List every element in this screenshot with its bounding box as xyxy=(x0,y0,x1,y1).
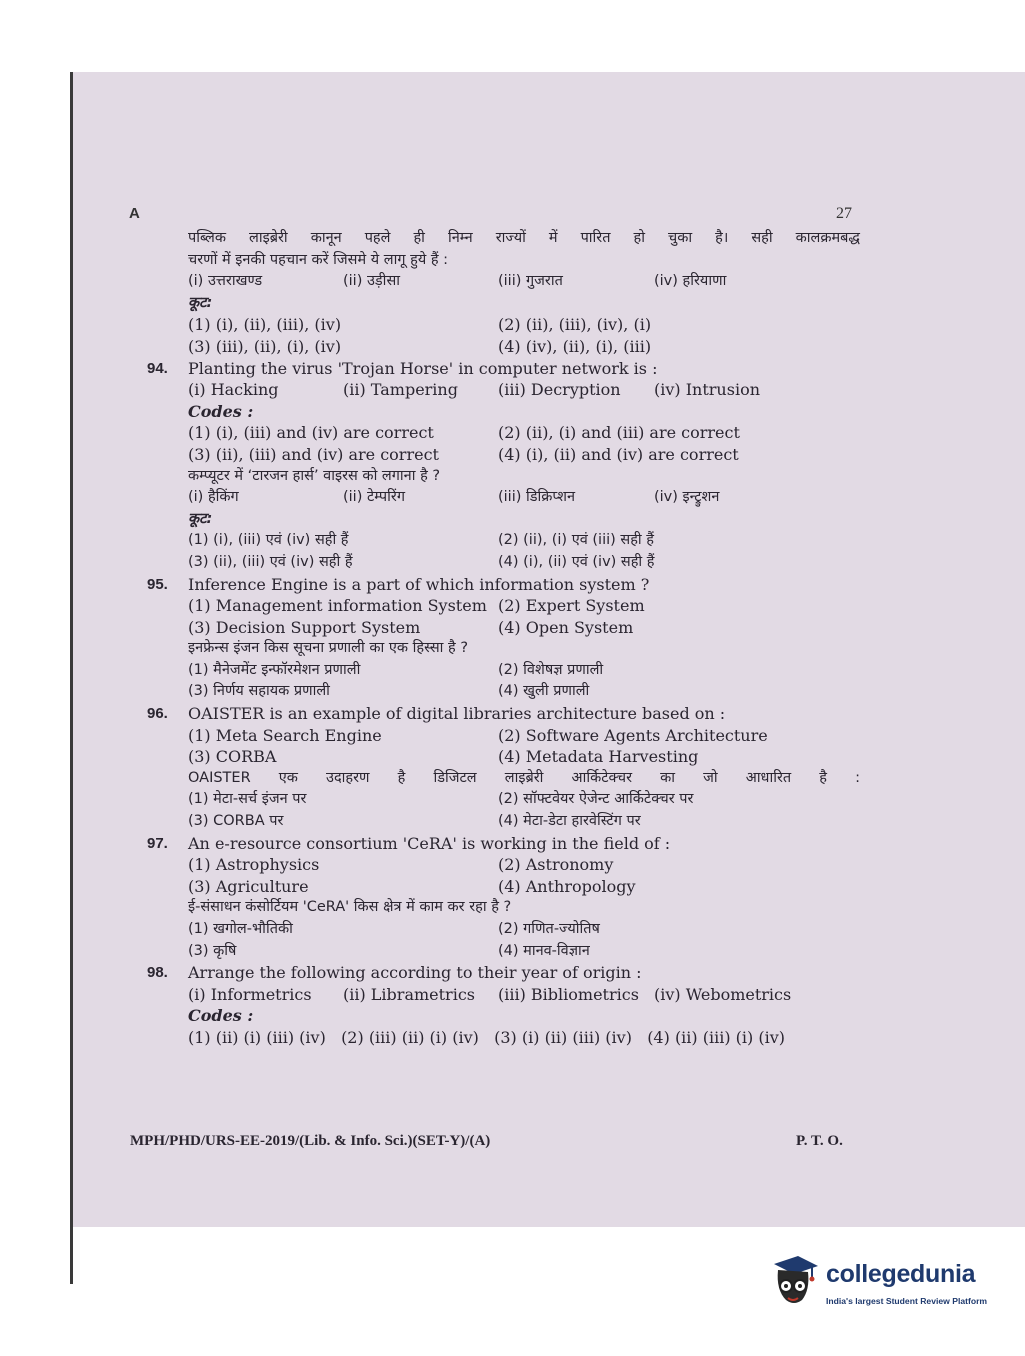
mascot-logo-icon xyxy=(768,1254,820,1310)
q96-hindi-options-row xyxy=(147,811,857,833)
q98-item: (i) Informetrics xyxy=(188,984,312,1004)
q93-option: (4) (iv), (ii), (i), (iii) xyxy=(498,336,652,356)
q94-hindi-item: (ii) टेम्परिंग xyxy=(343,489,405,506)
q95-option: (2) Expert System xyxy=(498,596,645,616)
q94-hindi-options-row xyxy=(147,530,857,552)
q94-item: (iii) Decryption xyxy=(498,380,621,400)
q95-option: (1) Management information System xyxy=(188,596,487,616)
q95-hindi-option: (4) खुली प्रणाली xyxy=(498,683,590,700)
q94-hindi-item: (iii) डिक्रिप्शन xyxy=(498,489,576,506)
q95-hindi-option: (2) विशेषज्ञ प्रणाली xyxy=(498,661,604,678)
q95-option: (3) Decision Support System xyxy=(188,617,421,637)
q96-option: (4) Metadata Harvesting xyxy=(498,747,699,767)
q96-hindi-options-row xyxy=(147,789,857,811)
q94-item: (i) Hacking xyxy=(188,380,279,400)
q96-hindi-question: OAISTER एक उदाहरण है डिजिटल लाइब्रेरी आर्किटेक्चर का जो आधारित है : xyxy=(188,769,860,786)
question-content xyxy=(147,228,860,1049)
q97-option: (4) Anthropology xyxy=(498,876,636,896)
q95-hindi-options-row xyxy=(147,660,857,682)
q96-options-row xyxy=(147,725,857,747)
question-number: 97. xyxy=(147,834,168,852)
q94-option: (1) (i), (iii) and (iv) are correct xyxy=(188,423,434,443)
q93-option: (1) (i), (ii), (iii), (iv) xyxy=(188,315,342,335)
q94-options-row xyxy=(147,444,857,466)
q97-hindi-question: ई-संसाधन कंसोर्टियम 'CeRA' किस क्षेत्र में काम कर रहा है ? xyxy=(188,899,512,916)
q93-item: (i) उत्तराखण्ड xyxy=(188,273,263,290)
q95-hindi-option: (1) मैनेजमेंट इन्फॉरमेशन प्रणाली xyxy=(188,661,361,678)
q93-hindi-line1: पब्लिक लाइब्रेरी कानून पहले ही निम्न राज्यों में पारित हो चुका है। सही कालक्रमबद्ध xyxy=(188,230,860,246)
q94-hindi-items xyxy=(147,487,857,509)
q93-codes-label: कूट: xyxy=(188,294,213,311)
q96-option: (1) Meta Search Engine xyxy=(188,725,382,745)
q95-option: (4) Open System xyxy=(498,617,634,637)
page-letter: A xyxy=(129,205,140,222)
q94-option: (2) (ii), (i) and (iii) are correct xyxy=(498,423,740,443)
q97-hindi-option: (2) गणित-ज्योतिष xyxy=(498,921,600,937)
collegedunia-watermark xyxy=(768,1248,998,1318)
q97-hindi-option: (3) कृषि xyxy=(188,942,237,959)
q94-item: (ii) Tampering xyxy=(343,380,458,400)
q96-question: 96. OAISTER is an example of digital libraries architecture based on : xyxy=(147,704,726,724)
q94-hindi-codes-label: कूट: xyxy=(188,510,213,527)
q93-items xyxy=(147,271,857,293)
q93-options-row xyxy=(147,336,857,358)
q97-hindi-options-row xyxy=(147,919,857,941)
q93-option: (2) (ii), (iii), (iv), (i) xyxy=(498,315,652,335)
q95-options-row xyxy=(147,617,857,639)
q95-hindi-options-row xyxy=(147,681,857,703)
question-number: 94. xyxy=(147,359,168,377)
q94-hindi-option: (2) (ii), (i) एवं (iii) सही हैं xyxy=(498,532,654,549)
q94-question: 94. Planting the virus 'Trojan Horse' in computer network is : xyxy=(147,358,658,378)
q97-options-row xyxy=(147,854,857,876)
q98-codes-label: Codes : xyxy=(188,1006,254,1026)
q94-item: (iv) Intrusion xyxy=(654,380,760,400)
q97-options-row xyxy=(147,876,857,898)
pto-label: P. T. O. xyxy=(796,1133,843,1149)
q93-options-row xyxy=(147,314,857,336)
q93-hindi-line2: चरणों में इनकी पहचान करें जिसमे ये लागू हुये हैं : xyxy=(188,251,449,268)
brand-tagline: India's largest Student Review Platform xyxy=(826,1296,988,1306)
q94-items xyxy=(147,379,857,401)
q96-option: (2) Software Agents Architecture xyxy=(498,725,768,745)
page-number: 27 xyxy=(836,205,852,222)
q98-item: (iii) Bibliometrics xyxy=(498,984,639,1004)
q94-hindi-question: कम्प्यूटर में ‘टारजन हार्स’ वाइरस को लगाना है ? xyxy=(188,467,441,484)
q96-hindi-option: (2) सॉफ्टवेयर ऐजेन्ट आर्किटेक्चर पर xyxy=(498,791,694,808)
brand-name: collegedunia xyxy=(826,1260,976,1288)
q97-option: (2) Astronomy xyxy=(498,855,614,875)
q97-hindi-option: (4) मानव-विज्ञान xyxy=(498,942,590,959)
q93-item: (ii) उड़ीसा xyxy=(343,273,400,290)
q94-hindi-options-row xyxy=(147,552,857,574)
q94-hindi-item: (iv) इन्ट्रुशन xyxy=(654,489,720,506)
q94-option: (3) (ii), (iii) and (iv) are correct xyxy=(188,444,439,464)
q96-options-row xyxy=(147,746,857,768)
q97-option: (3) Agriculture xyxy=(188,876,309,896)
paper-code: MPH/PHD/URS-EE-2019/(Lib. & Info. Sci.)(SET-Y)/(A) xyxy=(130,1133,491,1149)
q94-hindi-item: (i) हैकिंग xyxy=(188,489,239,506)
q93-item: (iv) हरियाणा xyxy=(654,273,727,290)
q96-hindi-option: (1) मेटा-सर्च इंजन पर xyxy=(188,791,307,808)
q95-hindi-question: इनफ्रेन्स इंजन किस सूचना प्रणाली का एक हिस्सा है ? xyxy=(188,640,469,657)
q98-options-line: (1) (ii) (i) (iii) (iv) (2) (iii) (ii) (i) (iv) (3) (i) (ii) (iii) (iv) (4) (ii) (iii) (i) (iv) xyxy=(188,1027,785,1047)
q93-option: (3) (iii), (ii), (i), (iv) xyxy=(188,336,342,356)
q98-items xyxy=(147,984,857,1006)
q97-hindi-options-row xyxy=(147,941,857,963)
q94-hindi-option: (3) (ii), (iii) एवं (iv) सही हैं xyxy=(188,553,353,570)
question-number: 96. xyxy=(147,705,168,723)
q98-item: (iv) Webometrics xyxy=(654,984,792,1004)
q97-question: 97. An e-resource consortium 'CeRA' is working in the field of : xyxy=(147,833,671,853)
q94-hindi-option: (1) (i), (iii) एवं (iv) सही हैं xyxy=(188,532,349,549)
q95-options-row xyxy=(147,595,857,617)
question-number: 98. xyxy=(147,964,168,982)
q95-question: 95. Inference Engine is a part of which information system ? xyxy=(147,574,650,594)
q98-question: 98. Arrange the following according to their year of origin : xyxy=(147,963,642,983)
q93-item: (iii) गुजरात xyxy=(498,273,563,290)
q98-item: (ii) Librametrics xyxy=(343,984,475,1004)
q96-hindi-option: (3) CORBA पर xyxy=(188,813,284,830)
q94-codes-label: Codes : xyxy=(188,401,254,421)
q95-hindi-option: (3) निर्णय सहायक प्रणाली xyxy=(188,683,330,700)
q94-hindi-option: (4) (i), (ii) एवं (iv) सही हैं xyxy=(498,553,655,570)
q97-hindi-option: (1) खगोल-भौतिकी xyxy=(188,921,293,937)
q94-options-row xyxy=(147,422,857,444)
question-number: 95. xyxy=(147,575,168,593)
q96-option: (3) CORBA xyxy=(188,747,277,767)
q96-hindi-option: (4) मेटा-डेटा हारवेस्टिंग पर xyxy=(498,813,641,830)
q94-option: (4) (i), (ii) and (iv) are correct xyxy=(498,444,739,464)
q97-option: (1) Astrophysics xyxy=(188,855,320,875)
